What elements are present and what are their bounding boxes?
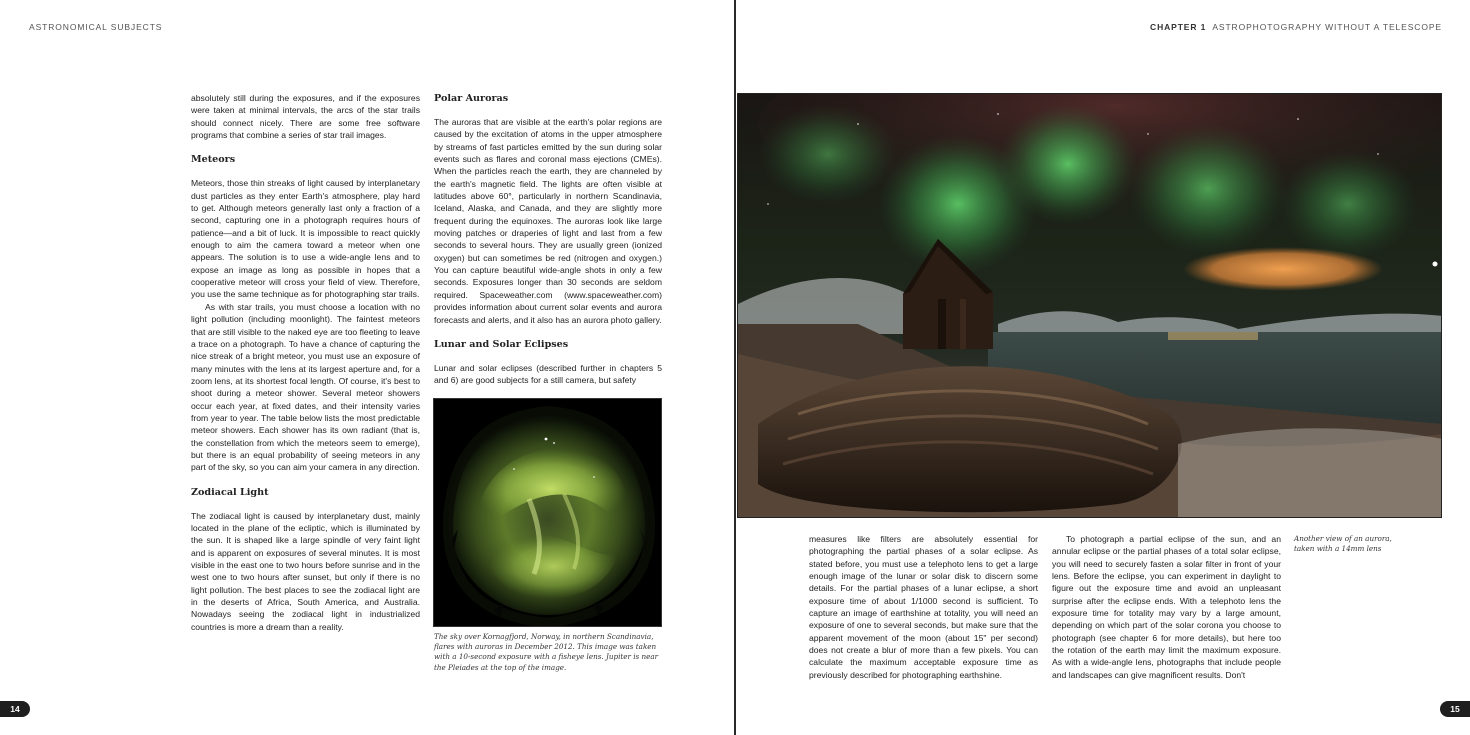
aurora-landscape-image (738, 94, 1442, 518)
paragraph-zodiacal-light: The zodiacal light is caused by interplanetary dust, mainly located in the plane of the ecliptic, which is illuminated by the sun. It is shaped like a large spindle of very faint light and is apparent on exposures of several minutes. It is most visible in the east one to two hours before sunrise and in the west one to two hours after sunset, but only if there is no light pollution. The best places to see the zodiacal light are in the deserts of Africa, South America, and Australia. Nowadays seeing the zodiacal light in industrialized countries is more a dream than a reality. (191, 510, 420, 632)
heading-polar-auroras: Polar Auroras (434, 93, 509, 104)
column-d (1052, 533, 1281, 681)
paragraph-meteors-1: Meteors, those thin streaks of light caused by interplanetary dust particles as they enter Earth's atmosphere, play hard to get. Although meteors generally last only a fraction of a second, capturing one in a photograph requires hours of patience—and a bit of luck. It is impossible to react quickly enough to aim the camera toward a meteor when one appears. The solution is to use a wide-angle lens and to expose an image as long as possible in hopes that a cooperative meteor will cross your field of view. Therefore, you use the same technique as for photographing star trails. (191, 178, 420, 300)
running-head-right (1150, 22, 1442, 32)
fisheye-aurora-image (434, 399, 662, 627)
page-number-right: 15 (1440, 701, 1470, 717)
heading-zodiacal-light: Zodiacal Light (191, 486, 269, 498)
running-head-left: ASTRONOMICAL SUBJECTS (29, 22, 163, 32)
heading-meteors: Meteors (191, 154, 236, 166)
running-head-chapter: CHAPTER 1 (1150, 22, 1207, 32)
right-page (736, 0, 1470, 735)
aurora-boathouse-photo (737, 93, 1442, 518)
paragraph-polar-auroras: The auroras that are visible at the earth's polar regions are caused by the excitation of atoms in the upper atmosphere by streams of fast particles emitted by the sun during solar events such as flares and coronal mass ejections (CMEs). When the particles reach the earth, they are channeled by the earth's magnetic field. The lights are often visible at latitudes above 60°, particularly in northern Scandinavia, Iceland, Alaska, and Canada, and they are slightly more frequent during the equinoxes. The auroras look like large moving patches or draperies of light and last from a few seconds to several hours. They are usually green (ionized oxygen) but can sometimes be red (nitrogen and oxygen.) You can capture beautiful wide-angle shots in only a few seconds. Exposures longer than 30 seconds are seldom required. Spaceweather.com (www.spaceweather.com) provides information about current solar events and aurora forecasts and alerts, and it also has an aurora photo gallery. (434, 117, 662, 325)
running-head-chapter-title: ASTROPHOTOGRAPHY WITHOUT A TELESCOPE (1212, 22, 1442, 32)
column-b (434, 92, 662, 387)
paragraph-eclipses: Lunar and solar eclipses (described further in chapters 5 and 6) are good subjects for a still camera, but safety (434, 362, 662, 386)
column-a (191, 92, 420, 633)
fisheye-photo-caption: The sky over Kornagfjord, Norway, in northern Scandinavia, flares with auroras in December 2012. This image was taken with a 10-second exposure with a fisheye lens. Jupiter is near the Pleiades at the top of the image. (434, 632, 659, 672)
page-number-left: 14 (0, 701, 30, 717)
paragraph-meteors-2: As with star trails, you must choose a location with no light pollution (including moonlight). The faintest meteors that are still visible to the naked eye are too fleeting to leave a trace on a photograph. To have a chance of capturing the nice streak of a bright meteor, you must use an exposure of many minutes with the lens at its largest aperture and, for a zoom lens, at its shortest focal length. Of course, it's best to shoot during a meteor shower. Several meteor showers occur each year, at fixed dates, and their intensity varies from year to year. The table below lists the most predictable meteor showers. Each shower has its own radiant (that is, the constellation from which the meteors seem to emerge), but there is an equal probability of seeing meteors in any part of the sky, so you can aim your camera in any direction. (191, 301, 420, 473)
heading-eclipses: Lunar and Solar Eclipses (434, 338, 569, 350)
aurora-photo-caption: Another view of an aurora, taken with a 14mm lens (1294, 534, 1392, 554)
fisheye-aurora-photo (433, 398, 662, 627)
paragraph-eclipse-safety: measures like filters are absolutely essential for photographing the partial phases of a solar eclipse. As stated before, you must use a telephoto lens to get a large enough image of the lunar or solar disk to discern some details. For the partial phases of a lunar eclipse, a short exposure time of about 1/1000 second is sufficient. To capture an image of earthshine at totality, you will need an exposure of one to several seconds, but make sure that the apparent movement of the moon (about 15" per second) does not create a blur of more than a few pixels. You can calculate the maximum acceptable exposure time as previously described for photographing earthshine. (809, 534, 1038, 680)
paragraph-star-trails-end: absolutely still during the exposures, and if the exposures were taken at minimal intervals, the arcs of the star trails should connect nicely. There are some free software programs that combine a series of star trail images. (191, 93, 420, 141)
left-page (0, 0, 734, 735)
paragraph-partial-eclipse: To photograph a partial eclipse of the sun, and an annular eclipse or the partial phases of a total solar eclipse, you will need to securely fasten a solar filter in front of your lens. Before the eclipse, you can experiment in daylight to figure out the exposure time and avoid an unpleasant surprise after the eclipse ends. With a telephoto lens the exposure time for totality may vary by a large amount, depending on which part of the solar corona you choose to photograph (see chapter 6 for more details), but here too the rotation of the earth may limit the maximum exposure. As with a wide-angle lens, photographs that include people and landscapes can give magnificent results. Don't (1052, 534, 1281, 680)
jupiter-dot (1433, 262, 1438, 267)
column-c (809, 533, 1038, 681)
